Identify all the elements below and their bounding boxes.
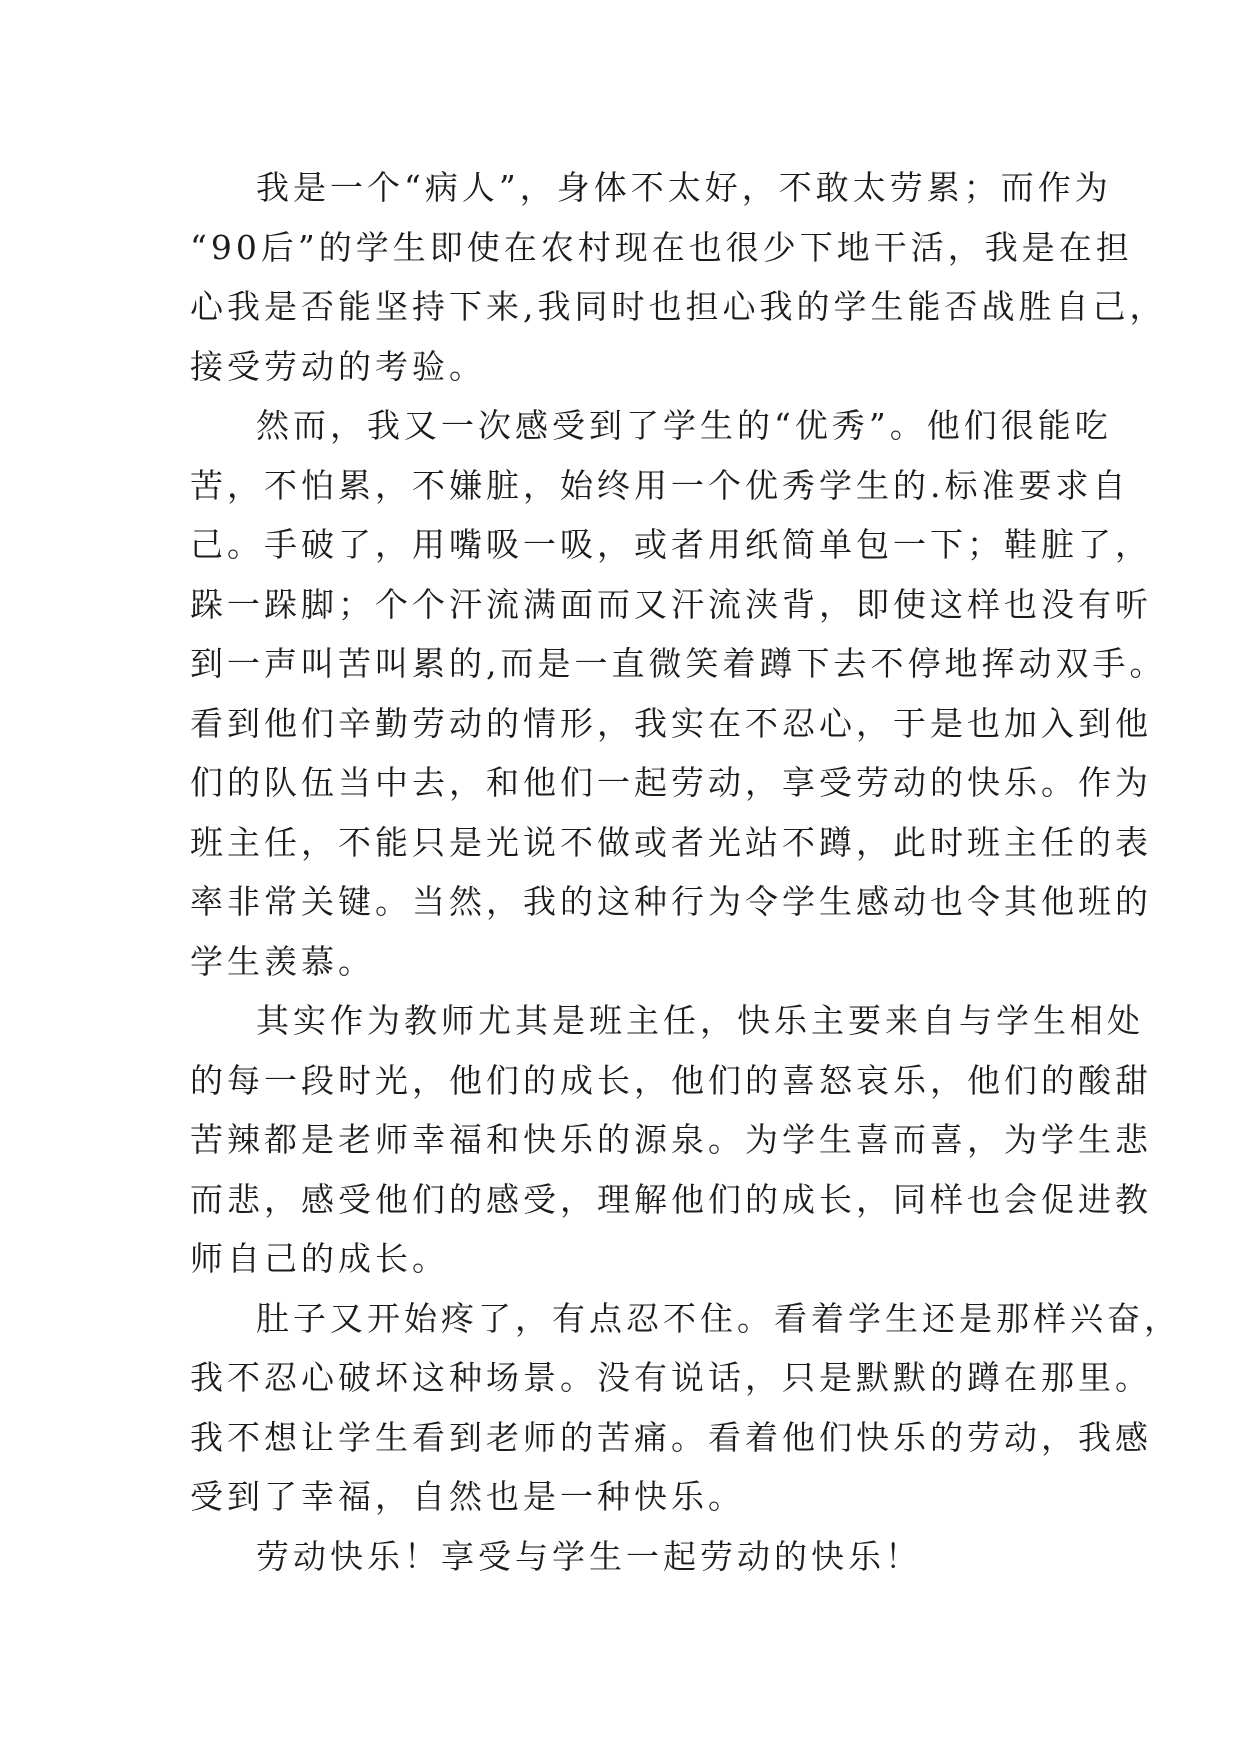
text-line: 跺一跺脚；个个汗流满面而又汗流浃背，即使这样也没有听 <box>190 584 1152 624</box>
paragraph-5 <box>190 1527 1090 1587</box>
text-line: 而悲，感受他们的感受，理解他们的成长，同样也会促进教 <box>190 1179 1152 1219</box>
document-body <box>190 158 1181 1586</box>
text-line: 我不忍心破坏这种场景。没有说话，只是默默的蹲在那里。 <box>190 1358 1152 1397</box>
text-line: 我不想让学生看到老师的苦痛。看着他们快乐的劳动，我感 <box>190 1417 1152 1457</box>
text-line: 接受劳动的考验。 <box>190 346 486 386</box>
text-line: 们的队伍当中去，和他们一起劳动，享受劳动的快乐。作为 <box>190 763 1152 802</box>
text-line: 其实作为教师尤其是班主任，快乐主要来自与学生相处 <box>256 1001 1144 1040</box>
paragraph-2 <box>190 396 1167 991</box>
text-line: 师自己的成长。 <box>190 1239 449 1278</box>
text-line: 班主任，不能只是光说不做或者光站不蹲，此时班主任的表 <box>190 822 1152 862</box>
text-line: 心我是否能坚持下来,我同时也担心我的学生能否战胜自己， <box>190 287 1167 326</box>
text-line: 然而，我又一次感受到了学生的“优秀”。他们很能吃 <box>256 406 1112 445</box>
text-line: 看到他们辛勤劳动的情形，我实在不忍心，于是也加入到他 <box>190 703 1152 743</box>
text-line: 到一声叫苦叫累的,而是一直微笑着蹲下去不停地挥动双手。 <box>190 644 1167 683</box>
text-line: 肚子又开始疼了，有点忍不住。看着学生还是那样兴奋， <box>256 1298 1181 1338</box>
text-line: 苦辣都是老师幸福和快乐的源泉。为学生喜而喜，为学生悲 <box>190 1120 1152 1159</box>
text-line: 的每一段时光，他们的成长，他们的喜怒哀乐，他们的酸甜 <box>190 1060 1152 1100</box>
text-line: 受到了幸福，自然也是一种快乐。 <box>190 1477 745 1516</box>
paragraph-3 <box>190 991 1152 1289</box>
paragraph-4 <box>190 1289 1181 1527</box>
text-line: 苦，不怕累，不嫌脏，始终用一个优秀学生的.标准要求自 <box>190 465 1130 505</box>
text-line: 劳动快乐！享受与学生一起劳动的快乐！ <box>256 1536 922 1576</box>
text-line: 学生羡慕。 <box>190 941 375 981</box>
text-line: 我是一个“病人”，身体不太好，不敢太劳累；而作为 <box>256 168 1112 207</box>
text-line: “90后”的学生即使在农村现在也很少下地干活，我是在担 <box>190 227 1133 267</box>
text-line: 己。手破了，用嘴吸一吸，或者用纸简单包一下；鞋脏了， <box>190 525 1152 564</box>
text-line: 率非常关键。当然，我的这种行为令学生感动也令其他班的 <box>190 882 1152 921</box>
paragraph-1 <box>190 158 1167 396</box>
